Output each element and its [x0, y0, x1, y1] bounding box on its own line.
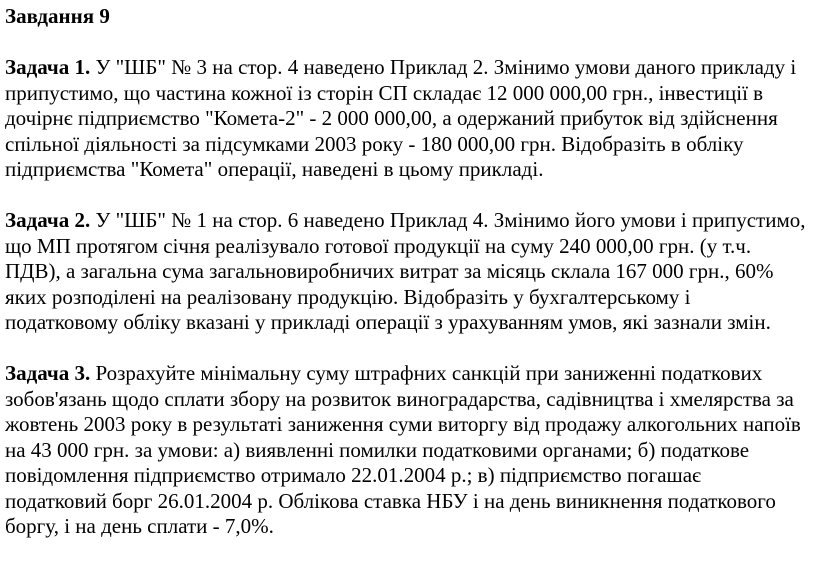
task-2-label: Задача 2. [5, 208, 91, 232]
task-3-label: Задача 3. [5, 361, 91, 385]
task-3 [5, 361, 808, 540]
task-3-text: Розрахуйте мінімальну суму штрафних санкцій при заниженні податкових зобов'язань щодо сплати збору на розвиток виноградарства, садівництва і хмелярства за жовтень 2003 року в результаті заниження суми виторгу від продажу алкогольних напоїв на 43 000 грн. за умови: а) виявленні помилки податковими органами; б) податкове повідомлення підприємство отримало 22.01.2004 р.; в) підприємство погашає податковий борг 26.01.2004 р. Облікова ставка НБУ і на день виникнення податкового боргу, і на день сплати - 7,0%. [5, 361, 801, 538]
task-1-text: У "ШБ" № 3 на стор. 4 наведено Приклад 2. Змінимо умови даного прикладу і припустимо, що частина кожної із сторін СП складає 12 000 000,00 грн., інвестиції в дочірнє підприємство "Комета-2" - 2 000 000,00, а одержаний прибуток від здійснення спільної діяльності за підсумками 2003 року - 180 000,00 грн. Відобразіть в обліку підприємства "Комета" операції, наведені в цьому прикладі. [5, 55, 797, 181]
task-2 [5, 208, 808, 336]
document-title: Завдання 9 [5, 4, 110, 28]
task-2-text: У "ШБ" № 1 на стор. 6 наведено Приклад 4. Змінимо його умови і припустимо, що МП протягом січня реалізувало готової продукції на суму 240 000,00 грн. (у т.ч. ПДВ), а загальна сума загальновиробничих витрат за місяць склала 167 000 грн., 60% яких розподілені на реалізовану продукцію. Відобразіть у бухгалтерському і податковому обліку вказані у прикладі операції з урахуванням умов, які зазнали змін. [5, 208, 806, 334]
task-1 [5, 55, 808, 183]
task-1-label: Задача 1. [5, 55, 91, 79]
